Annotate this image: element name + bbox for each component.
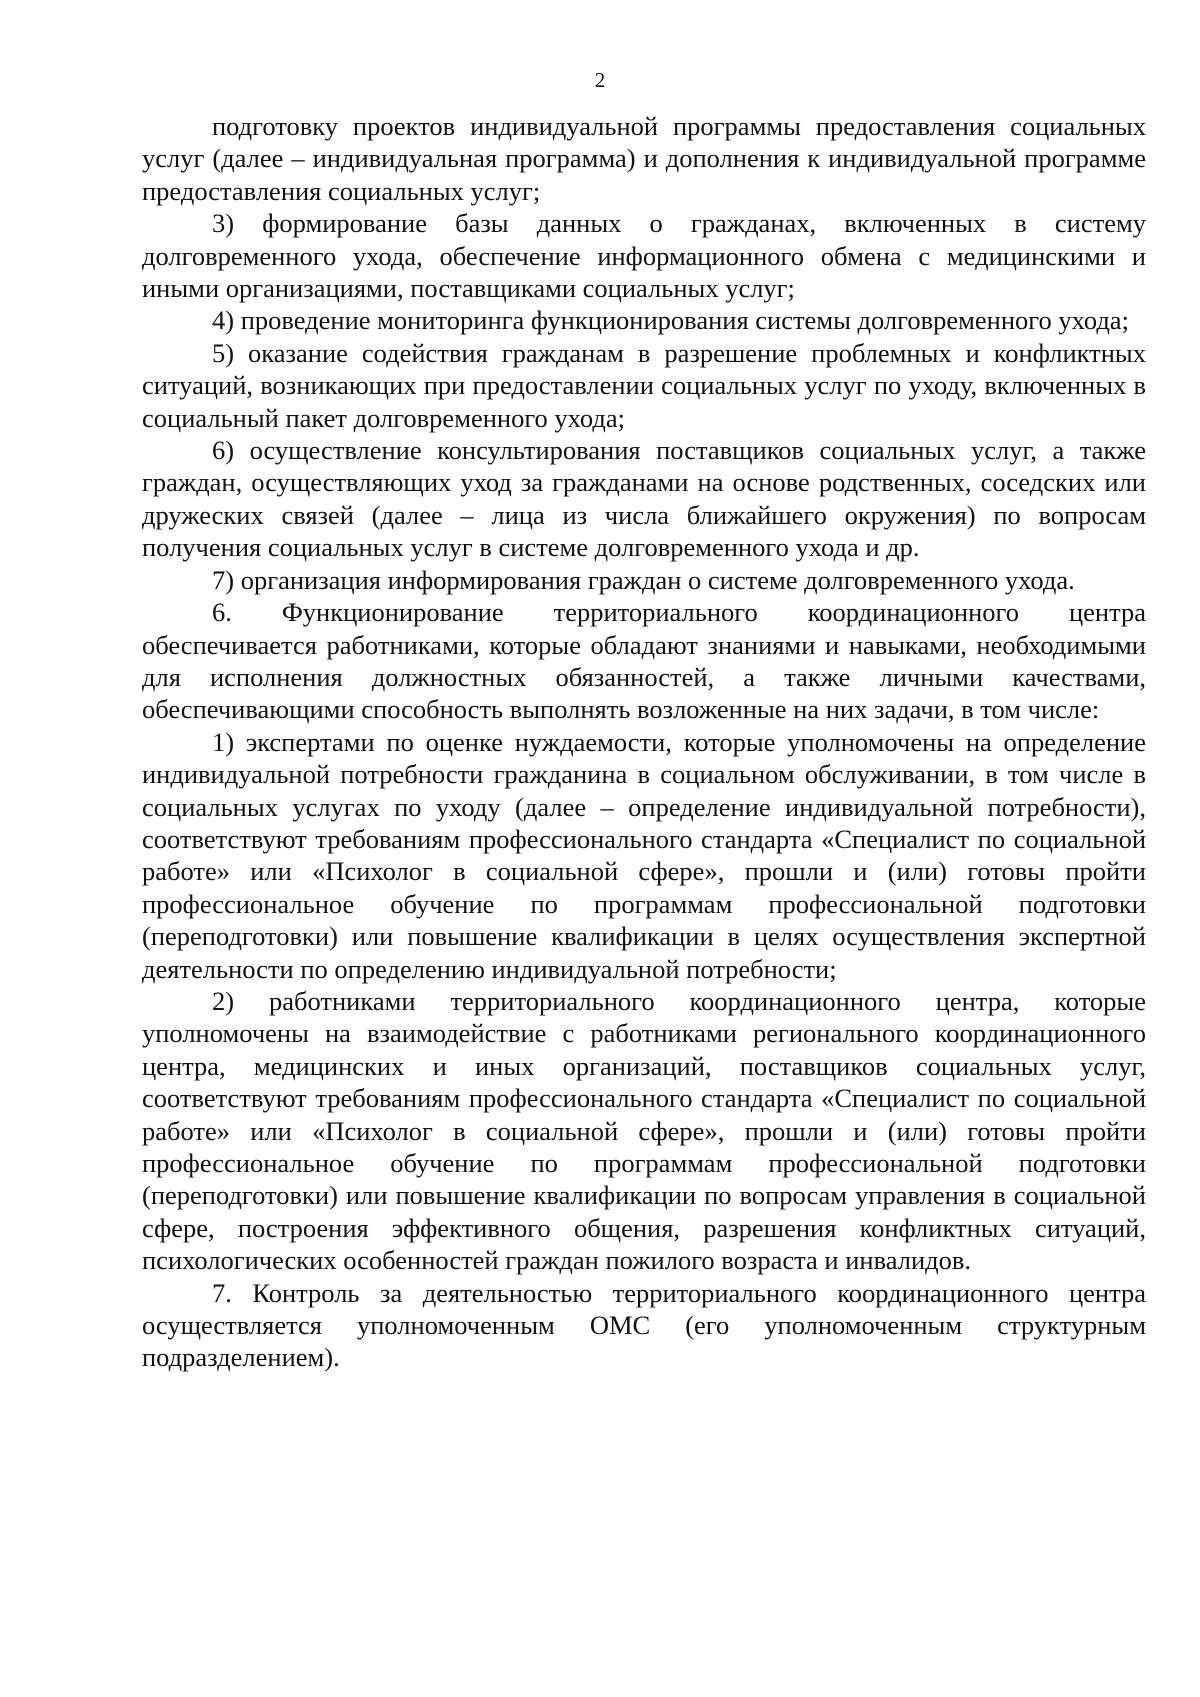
paragraph-continuation: подготовку проектов индивидуальной программы предоставления социальных услуг (далее – индивидуальная программа) и дополнения к индивидуальной программе предоставления социальных услуг; <box>142 111 1146 206</box>
paragraph-section-6-item-2: 2) работниками территориального координационного центра, которые уполномочены на взаимодействие с работниками регионального координационного центра, медицинских и иных организаций, поставщиков социальных услуг, соответствуют требованиям профессионального стандарта «Специалист по социальной работе» или «Психолог в социальной сфере», прошли и (или) готовы пройти профессиональное обучение по программам профессиональной подготовки (переподготовки) или повышение квалификации по вопросам управления в социальной сфере, построения эффективного общения, разрешения конфликтных ситуаций, психологических особенностей граждан пожилого возраста и инвалидов. <box>142 985 1146 1276</box>
paragraph-item-4: 4) проведение мониторинга функционирования системы долговременного ухода; <box>212 305 1129 336</box>
paragraph-section-7: 7. Контроль за деятельностью территориального координационного центра осуществляется уполномоченным ОМС (его уполномоченным структурным подразделением). <box>142 1277 1146 1373</box>
paragraph-section-6-item-1: 1) экспертами по оценке нуждаемости, которые уполномочены на определение индивидуальной потребности гражданина в социальном обслуживании, в том числе в социальных услугах по уходу (далее – определение индивидуальной потребности), соответствуют требованиям профессионального стандарта «Специалист по социальной работе» или «Психолог в социальной сфере», прошли и (или) готовы пройти профессиональное обучение по программам профессиональной подготовки (переподготовки) или повышение квалификации в целях осуществления экспертной деятельности по определению индивидуальной потребности; <box>142 726 1146 984</box>
paragraph-item-6: 6) осуществление консультирования поставщиков социальных услуг, а также граждан, осуществляющих уход за гражданами на основе родственных, соседских или дружеских связей (далее – лица из числа ближайшего окружения) по вопросам получения социальных услуг в системе долговременного ухода и др. <box>142 435 1146 563</box>
document-body <box>142 110 1146 1374</box>
page-number: 2 <box>594 68 606 92</box>
paragraph-item-3: 3) формирование базы данных о гражданах, включенных в систему долговременного ухода, обеспечение информационного обмена с медицинскими и иными организациями, поставщиками социальных услуг; <box>142 208 1146 304</box>
paragraph-item-5: 5) оказание содействия гражданам в разрешение проблемных и конфликтных ситуаций, возникающих при предоставлении социальных услуг по уходу, включенных в социальный пакет долговременного ухода; <box>142 337 1146 433</box>
paragraph-item-7: 7) организация информирования граждан о системе долговременного ухода. <box>212 564 1075 595</box>
paragraph-section-6: 6. Функционирование территориального координационного центра обеспечивается работниками, которые обладают знаниями и навыками, необходимыми для исполнения должностных обязанностей, а также личными качествами, обеспечивающими способность выполнять возложенные на них задачи, в том числе: <box>142 597 1146 725</box>
